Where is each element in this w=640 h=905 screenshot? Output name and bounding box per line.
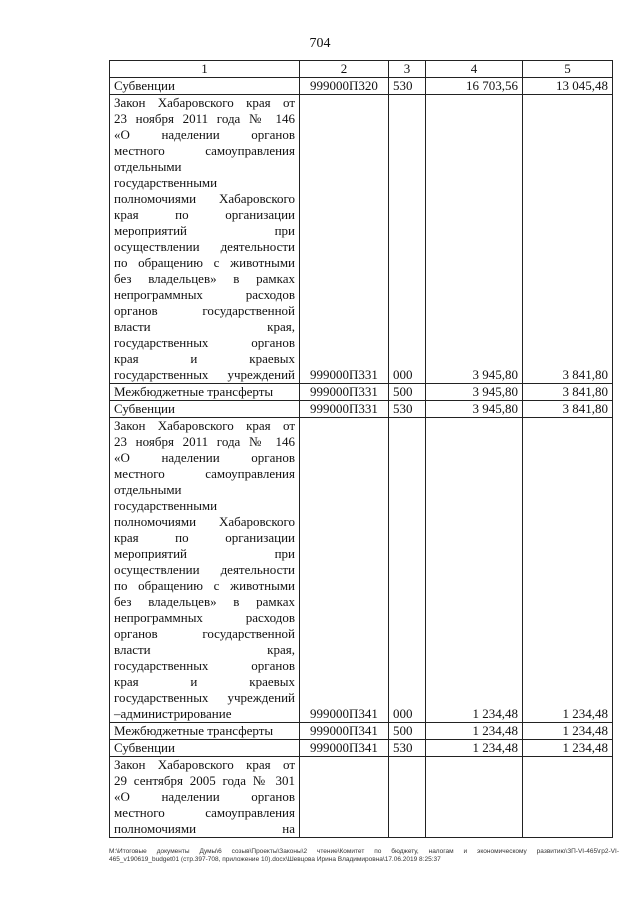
row-label-line: Межбюджетные трансферты: [114, 384, 274, 399]
amount-col4-cell: 1 234,48: [426, 740, 523, 757]
row-label-line: «О наделении органов: [114, 789, 295, 804]
row-label-line: осуществлении деятельности: [114, 562, 295, 577]
row-label-line: непрограммных расходов: [114, 287, 295, 302]
expense-type-cell: 000: [389, 95, 426, 384]
amount-col4-cell: 1 234,48: [426, 418, 523, 723]
row-label-line: государственными: [114, 498, 218, 513]
expense-type-cell: 500: [389, 723, 426, 740]
row-label-line: Закон Хабаровского края от: [114, 418, 295, 433]
amount-col5-cell: [523, 757, 613, 838]
budget-code-cell: 999000П331: [300, 401, 389, 418]
row-label-line: государственных учреждений: [114, 367, 295, 382]
row-label-line: по обращению с животными: [114, 255, 295, 270]
budget-code-cell: 999000П331: [300, 95, 389, 384]
row-label-line: мероприятий при: [114, 546, 295, 561]
row-label-line: местного самоуправления: [114, 466, 295, 481]
row-label-line: отдельными: [114, 482, 182, 497]
table-row: [110, 384, 613, 401]
budget-table: [109, 60, 613, 838]
expense-type-cell: 530: [389, 740, 426, 757]
table-row: [110, 757, 613, 838]
amount-col4-cell: 3 945,80: [426, 95, 523, 384]
amount-col5-cell: 1 234,48: [523, 418, 613, 723]
table-row: [110, 418, 613, 723]
table-body: [110, 78, 613, 838]
row-label-line: органов государственной: [114, 303, 295, 318]
row-label-cell: [110, 401, 300, 418]
row-label-line: полномочиями на: [114, 821, 295, 836]
column-header: 1: [110, 61, 300, 78]
row-label-line: полномочиями Хабаровского: [114, 514, 295, 529]
budget-code-cell: [300, 757, 389, 838]
row-label-line: края по организации: [114, 530, 295, 545]
table-row: [110, 95, 613, 384]
expense-type-cell: 530: [389, 401, 426, 418]
row-label-line: местного самоуправления: [114, 805, 295, 820]
row-label-line: без владельцев» в рамках: [114, 594, 295, 609]
amount-col4-cell: 1 234,48: [426, 723, 523, 740]
row-label-line: «О наделении органов: [114, 127, 295, 142]
row-label-line: –администрирование: [114, 706, 232, 721]
amount-col5-cell: 3 841,80: [523, 95, 613, 384]
row-label-line: мероприятий при: [114, 223, 295, 238]
footer-line: M:\Итоговые документы Думы\6 созыв\Проекты\Законы\2 чтение\Комитет по бюджету, налогам и экономическому развитию\ЗП-VI-465\гр2-VI-: [109, 848, 619, 855]
amount-col5-cell: 1 234,48: [523, 723, 613, 740]
amount-col4-cell: 3 945,80: [426, 384, 523, 401]
row-label-line: «О наделении органов: [114, 450, 295, 465]
amount-col5-cell: 3 841,80: [523, 401, 613, 418]
table-row: [110, 401, 613, 418]
column-header: 5: [523, 61, 613, 78]
budget-code-cell: 999000П320: [300, 78, 389, 95]
budget-code-cell: 999000П331: [300, 384, 389, 401]
row-label-line: полномочиями Хабаровского: [114, 191, 295, 206]
expense-type-cell: 530: [389, 78, 426, 95]
row-label-cell: [110, 384, 300, 401]
table-row: [110, 740, 613, 757]
table-row: [110, 78, 613, 95]
column-header: 2: [300, 61, 389, 78]
row-label-cell: [110, 757, 300, 838]
row-label-line: Субвенции: [114, 78, 175, 93]
row-label-line: государственных органов: [114, 658, 295, 673]
row-label-line: местного самоуправления: [114, 143, 295, 158]
row-label-cell: [110, 95, 300, 384]
row-label-cell: [110, 78, 300, 95]
column-header: 4: [426, 61, 523, 78]
row-label-line: по обращению с животными: [114, 578, 295, 593]
row-label-line: государственных учреждений: [114, 690, 295, 705]
row-label-line: осуществлении деятельности: [114, 239, 295, 254]
row-label-line: края по организации: [114, 207, 295, 222]
row-label-line: государственными: [114, 175, 218, 190]
row-label-line: Субвенции: [114, 401, 175, 416]
expense-type-cell: 000: [389, 418, 426, 723]
budget-code-cell: 999000П341: [300, 723, 389, 740]
row-label-line: государственных органов: [114, 335, 295, 350]
amount-col5-cell: 3 841,80: [523, 384, 613, 401]
amount-col5-cell: 13 045,48: [523, 78, 613, 95]
row-label-line: Субвенции: [114, 740, 175, 755]
row-label-line: власти края,: [114, 319, 295, 334]
footer-line: 465_v190619_budget01 (стр.397-708, приложение 10).docx\Шевцова Ирина Владимировна\17.06.2019 8:25:37: [109, 856, 441, 863]
column-header: 3: [389, 61, 426, 78]
row-label-line: отдельными: [114, 159, 182, 174]
row-label-line: Межбюджетные трансферты: [114, 723, 274, 738]
row-label-line: 23 ноября 2011 года № 146: [114, 111, 295, 126]
row-label-line: власти края,: [114, 642, 295, 657]
amount-col4-cell: 3 945,80: [426, 401, 523, 418]
budget-code-cell: 999000П341: [300, 418, 389, 723]
row-label-line: органов государственной: [114, 626, 295, 641]
row-label-line: края и краевых: [114, 351, 295, 366]
row-label-line: края и краевых: [114, 674, 295, 689]
row-label-line: без владельцев» в рамках: [114, 271, 295, 286]
file-path-footer: [109, 848, 619, 864]
expense-type-cell: [389, 757, 426, 838]
row-label-line: Закон Хабаровского края от: [114, 95, 295, 110]
row-label-line: Закон Хабаровского края от: [114, 757, 295, 772]
amount-col4-cell: [426, 757, 523, 838]
row-label-cell: [110, 418, 300, 723]
expense-type-cell: 500: [389, 384, 426, 401]
row-label-line: 23 ноября 2011 года № 146: [114, 434, 295, 449]
row-label-line: непрограммных расходов: [114, 610, 295, 625]
amount-col4-cell: 16 703,56: [426, 78, 523, 95]
amount-col5-cell: 1 234,48: [523, 740, 613, 757]
budget-code-cell: 999000П341: [300, 740, 389, 757]
table-row: [110, 723, 613, 740]
page-number: 704: [309, 36, 331, 51]
row-label-line: 29 сентября 2005 года № 301: [114, 773, 295, 788]
table-header-row: [110, 61, 613, 78]
row-label-cell: [110, 740, 300, 757]
row-label-cell: [110, 723, 300, 740]
